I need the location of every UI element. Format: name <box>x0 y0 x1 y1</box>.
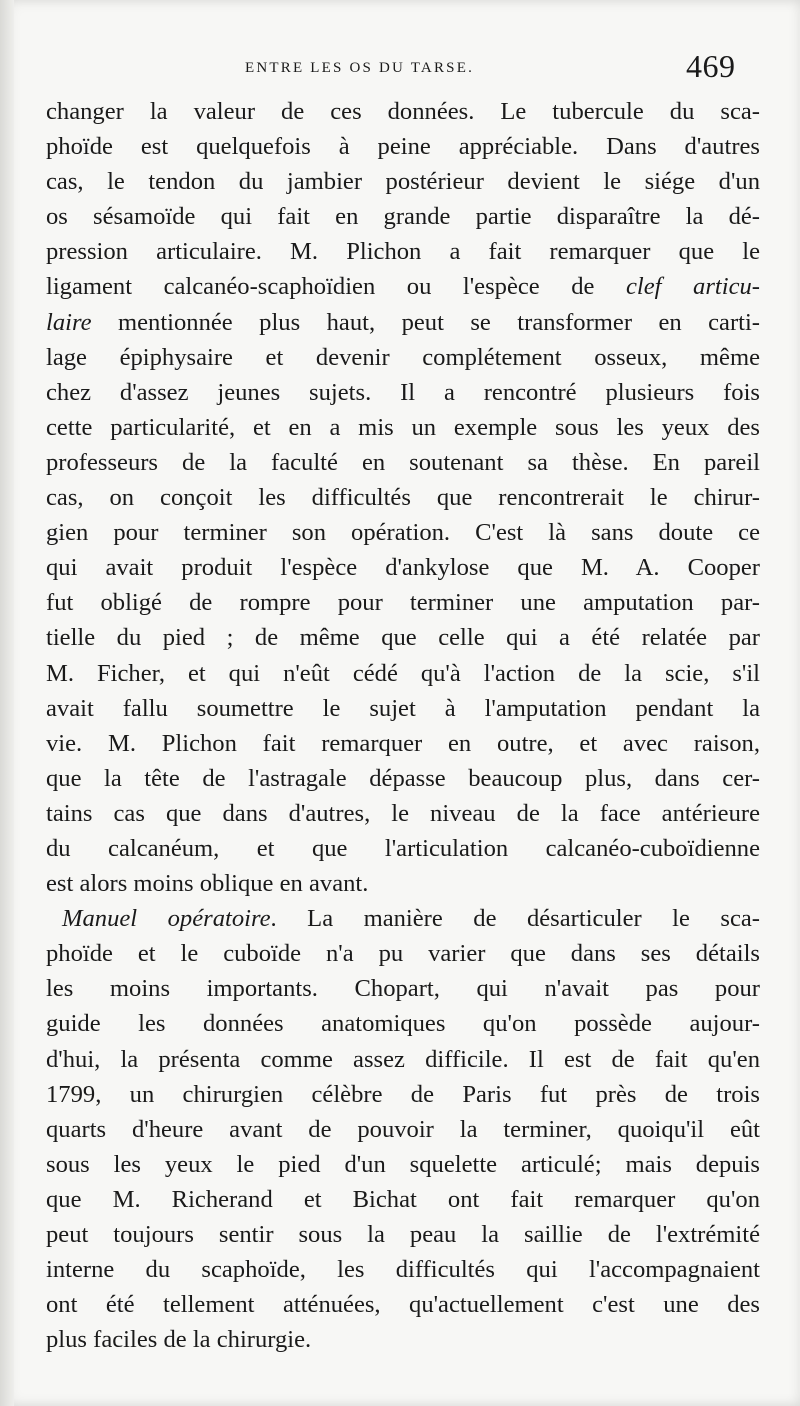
text-line: professeurs de la faculté en soutenant sa thèse. En pareil <box>46 448 760 476</box>
text-line: ont été tellement atténuées, qu'actuellement c'est une des <box>46 1291 760 1319</box>
text-line: os sésamoïde qui fait en grande partie disparaître la dé- <box>46 203 760 231</box>
text-line: cette particularité, et en a mis un exemple sous les yeux des <box>46 413 760 441</box>
text-line: qui avait produit l'espèce d'ankylose que M. A. Cooper <box>46 554 760 582</box>
text-line <box>46 269 760 304</box>
text-segment: . La manière de désarticuler le sca- <box>270 905 760 933</box>
page-gutter-shadow <box>0 0 14 1406</box>
text-segment: mentionnée plus haut, peut se transformer en carti- <box>91 308 760 336</box>
text-line: tains cas que dans d'autres, le niveau de la face antérieure <box>46 799 760 827</box>
text-line: cas, le tendon du jambier postérieur devient le siége d'un <box>46 168 760 196</box>
page-number: 469 <box>686 48 736 84</box>
text-line: avait fallu soumettre le sujet à l'amputation pendant la <box>46 694 760 722</box>
text-line: cas, on conçoit les difficultés que rencontrerait le chirur- <box>46 484 760 512</box>
text-segment: ligament calcanéo-scaphoïdien ou l'espèce de <box>46 273 595 301</box>
italic-term: clef articu- <box>626 273 760 301</box>
text-line <box>46 305 760 340</box>
text-line: que M. Richerand et Bichat ont fait remarquer qu'on <box>46 1185 760 1213</box>
text-line: plus faciles de la chirurgie. <box>46 1326 312 1354</box>
text-line: gien pour terminer son opération. C'est là sans doute ce <box>46 519 760 547</box>
text-line: d'hui, la présenta comme assez difficile. Il est de fait qu'en <box>46 1045 760 1073</box>
text-line: est alors moins oblique en avant. <box>46 870 369 898</box>
italic-term: laire <box>46 308 92 336</box>
text-line: phoïde est quelquefois à peine appréciable. Dans d'autres <box>46 133 760 161</box>
text-line: quarts d'heure avant de pouvoir la terminer, quoiqu'il eût <box>46 1115 760 1143</box>
text-line: chez d'assez jeunes sujets. Il a rencontré plusieurs fois <box>46 378 760 406</box>
text-line: les moins importants. Chopart, qui n'avait pas pour <box>46 975 760 1003</box>
text-line: phoïde et le cuboïde n'a pu varier que dans ses détails <box>46 940 760 968</box>
text-line: tielle du pied ; de même que celle qui a été relatée par <box>46 624 760 652</box>
running-head <box>0 48 800 84</box>
italic-heading: Manuel opératoire <box>62 905 271 933</box>
text-line: vie. M. Plichon fait remarquer en outre, et avec raison, <box>46 729 760 757</box>
text-line: que la tête de l'astragale dépasse beaucoup plus, dans cer- <box>46 764 760 792</box>
text-line: changer la valeur de ces données. Le tubercule du sca- <box>46 98 760 125</box>
text-line: fut obligé de rompre pour terminer une amputation par- <box>46 589 760 617</box>
body-text <box>46 94 760 1357</box>
text-line: sous les yeux le pied d'un squelette articulé; mais depuis <box>46 1150 760 1178</box>
text-line: peut toujours sentir sous la peau la saillie de l'extrémité <box>46 1221 760 1248</box>
text-line: guide les données anatomiques qu'on possède aujour- <box>46 1010 760 1038</box>
text-line <box>46 901 760 936</box>
text-line: interne du scaphoïde, les difficultés qui l'accompagnaient <box>46 1256 760 1284</box>
text-line: 1799, un chirurgien célèbre de Paris fut près de trois <box>46 1080 760 1108</box>
running-title: ENTRE LES OS DU TARSE. <box>245 60 475 76</box>
text-line: du calcanéum, et que l'articulation calcanéo-cuboïdienne <box>46 834 760 862</box>
text-line: M. Ficher, et qui n'eût cédé qu'à l'action de la scie, s'il <box>46 659 760 687</box>
text-line: pression articulaire. M. Plichon a fait remarquer que le <box>46 238 760 266</box>
text-line: lage épiphysaire et devenir complétement osseux, même <box>46 343 760 371</box>
